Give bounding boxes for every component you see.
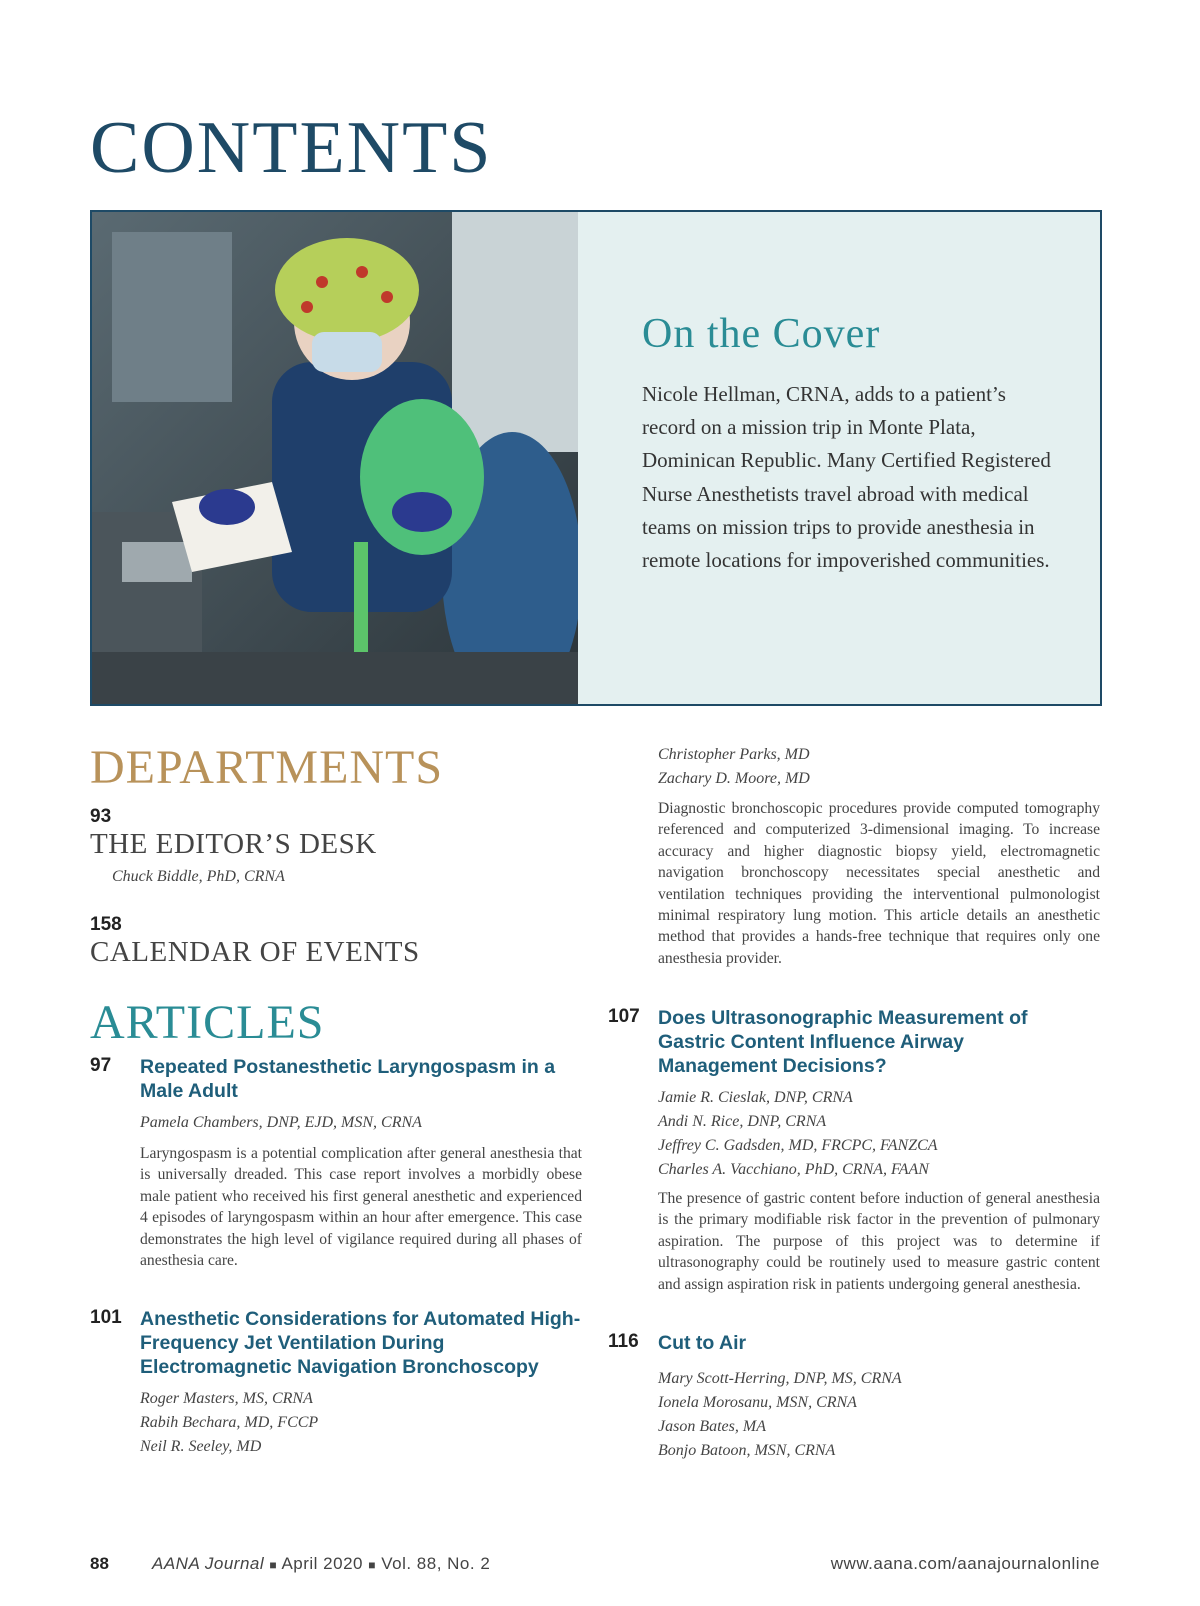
article-author: Jeffrey C. Gadsden, MD, FRCPC, FANZCA	[658, 1137, 938, 1154]
article-page-number: 97	[90, 1055, 112, 1076]
article-title[interactable]: Repeated Postanesthetic Laryngospasm in a Male Adult	[140, 1056, 556, 1102]
article-author: Neil R. Seeley, MD	[140, 1438, 262, 1455]
article-page-number: 116	[608, 1331, 639, 1352]
article-title[interactable]: Anesthetic Considerations for Automated High-Frequency Jet Ventilation During Electromagnetic Navigation Bronchoscopy	[140, 1308, 581, 1378]
footer-url[interactable]: www.aana.com/aanajournalonline	[830, 1554, 1100, 1573]
article-title[interactable]: Cut to Air	[658, 1332, 747, 1354]
article-abstract: Diagnostic bronchoscopic procedures provide computed tomography referenced and computerized 3-dimensional imaging. To increase accuracy and higher diagnostic biopsy yield, electromagnetic navigation bronchoscopy necessitates special anesthetic and ventilation techniques providing the interventional pulmonologist minimal respiratory lung motion. This article details an anesthetic method that provides a hands-free technique that requires only one anesthesia provider.	[658, 800, 1100, 967]
cover-heading: On the Cover	[642, 311, 881, 357]
dept-title[interactable]: CALENDAR OF EVENTS	[90, 936, 420, 968]
cover-photo-illustration	[92, 212, 578, 704]
article-page-number: 101	[90, 1307, 122, 1328]
journal-name: AANA Journal	[152, 1554, 265, 1573]
footer-journal-info	[152, 1554, 490, 1574]
dept-page-number: 93	[90, 806, 112, 827]
article-page-number: 107	[608, 1006, 640, 1027]
article-author: Pamela Chambers, DNP, EJD, MSN, CRNA	[140, 1114, 422, 1131]
article-abstract: The presence of gastric content before induction of general anesthesia is the primary modifiable risk factor in the prevention of pulmonary aspiration. The purpose of this project was to determine if ultrasonography could be routinely used to measure gastric content and assign aspiration risk in patients undergoing general anesthesia.	[658, 1190, 1100, 1293]
dept-page-number: 158	[90, 914, 122, 935]
article-author: Zachary D. Moore, MD	[658, 770, 810, 787]
page-title: CONTENTS	[90, 107, 493, 189]
dept-title[interactable]: THE EDITOR’S DESK	[90, 828, 377, 860]
volume: Vol. 88, No. 2	[381, 1554, 491, 1573]
cover-photo	[92, 212, 578, 704]
dept-author: Chuck Biddle, PhD, CRNA	[112, 868, 285, 885]
articles-heading: ARTICLES	[90, 996, 325, 1049]
article-author: Rabih Bechara, MD, FCCP	[140, 1414, 319, 1431]
issue-date: April 2020	[281, 1554, 363, 1573]
article-author: Andi N. Rice, DNP, CRNA	[658, 1113, 827, 1130]
separator-icon: ■	[269, 1558, 278, 1572]
article-author: Charles A. Vacchiano, PhD, CRNA, FAAN	[658, 1161, 929, 1178]
article-abstract: Laryngospasm is a potential complication after general anesthesia that is universally dreaded. This case report involves a morbidly obese male patient who received his first general anesthetic and experienced 4 episodes of laryngospasm within an hour after emergence. This case demonstrates the high level of vigilance required during all phases of anesthesia care.	[140, 1145, 582, 1270]
footer-page-number: 88	[90, 1554, 109, 1573]
article-author: Christopher Parks, MD	[658, 746, 810, 763]
article-author: Jason Bates, MA	[658, 1418, 766, 1435]
article-author: Roger Masters, MS, CRNA	[140, 1390, 313, 1407]
article-author: Ionela Morosanu, MSN, CRNA	[658, 1394, 857, 1411]
separator-icon: ■	[368, 1558, 376, 1572]
article-title[interactable]: Does Ultrasonographic Measurement of Gastric Content Influence Airway Management Decisions?	[658, 1007, 1028, 1077]
cover-description: Nicole Hellman, CRNA, adds to a patient’s record on a mission trip in Monte Plata, Dominican Republic. Many Certified Registered Nurse Anesthetists travel abroad with medical teams on mission trips to provide anesthesia in remote locations for impoverished communities.	[642, 382, 1051, 573]
article-author: Bonjo Batoon, MSN, CRNA	[658, 1442, 836, 1459]
article-author: Mary Scott-Herring, DNP, MS, CRNA	[658, 1370, 902, 1387]
article-author: Jamie R. Cieslak, DNP, CRNA	[658, 1089, 853, 1106]
departments-heading: DEPARTMENTS	[90, 741, 444, 794]
